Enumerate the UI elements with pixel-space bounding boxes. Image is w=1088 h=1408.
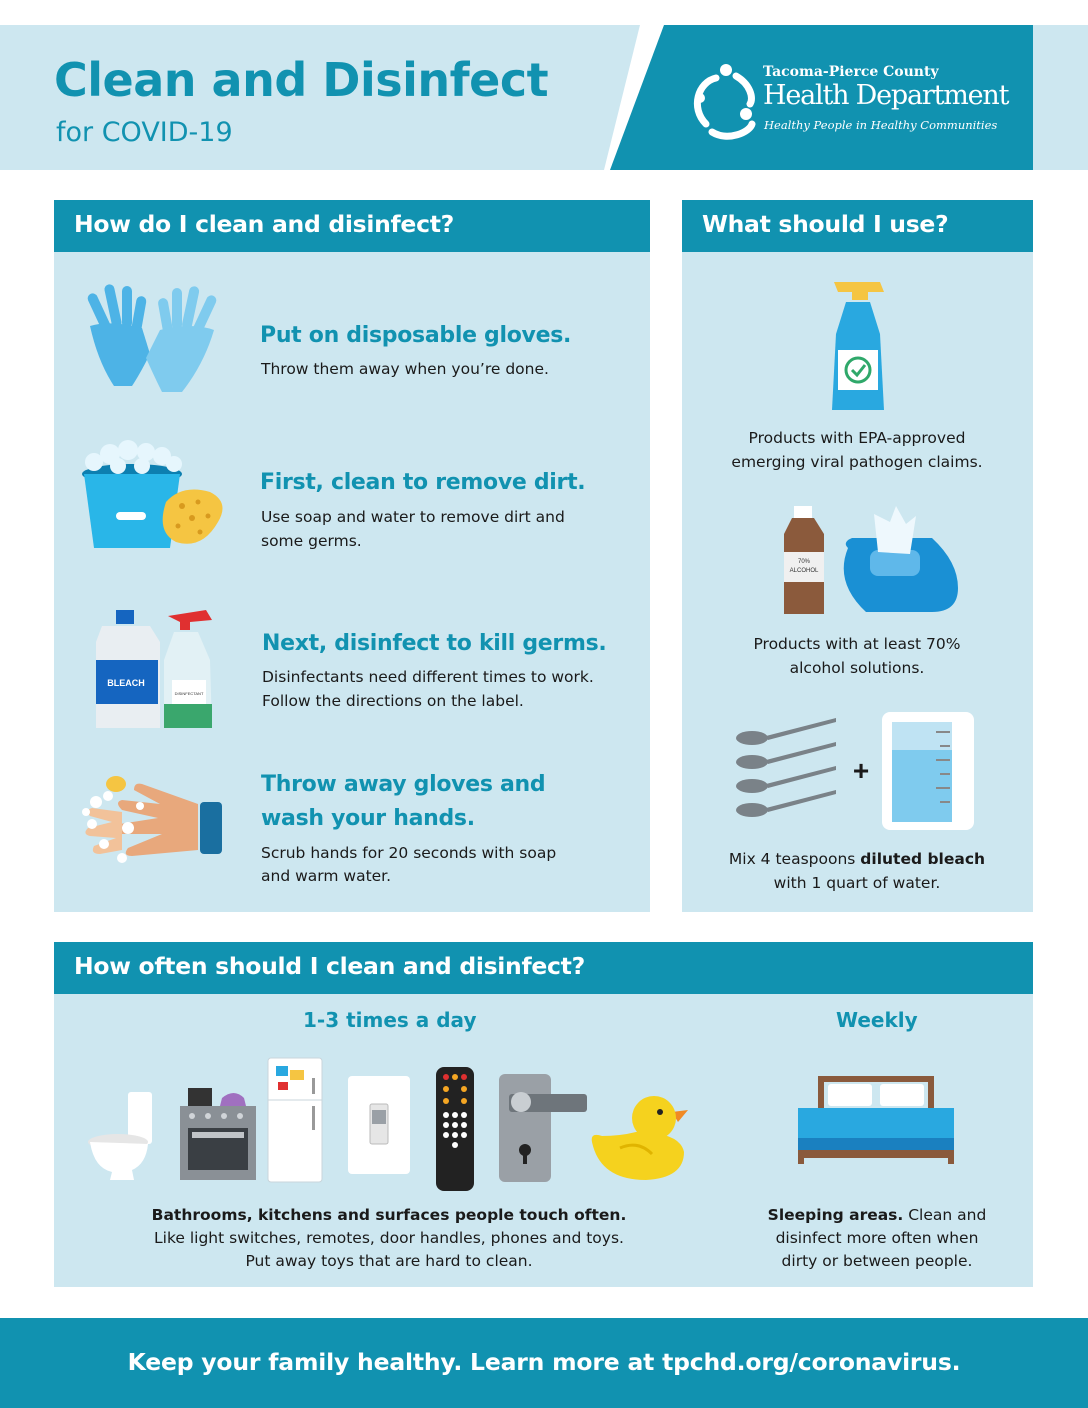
daily-bold: Bathrooms, kitchens and surfaces people touch often. (151, 1206, 627, 1224)
weekly-text-line-1 (744, 1204, 1010, 1228)
bucket-sponge-icon (82, 440, 232, 550)
use-3-caption-line-2: with 1 quart of water. (773, 874, 941, 892)
bed-icon (796, 1074, 956, 1164)
step-4-title-line-2: wash your hands. (261, 806, 475, 831)
alcohol-label-word: ALCOHOL (789, 568, 819, 574)
logo-org-line: Tacoma-Pierce County (763, 64, 939, 80)
toilet-icon (88, 1092, 158, 1182)
use-panel (682, 200, 1033, 912)
fridge-icon (268, 1058, 323, 1183)
alcohol-wipes-icon (782, 502, 962, 617)
how-panel (54, 200, 650, 912)
light-switch-icon (348, 1076, 410, 1176)
step-3-text-line-1: Disinfectants need different times to work. (262, 668, 594, 686)
plus-sign: + (852, 755, 870, 786)
step-2-title: First, clean to remove dirt. (260, 470, 586, 495)
often-heading: How often should I clean and disinfect? (54, 942, 1033, 994)
footer-text: Keep your family healthy. Learn more at tpchd.org/coronavirus. (127, 1348, 961, 1376)
step-3-text-line-2: Follow the directions on the label. (262, 692, 524, 710)
weekly-text-line-2: disinfect more often when (775, 1229, 979, 1247)
use-3-caption-pre: Mix 4 teaspoons (728, 850, 861, 868)
use-2-caption-line-1: Products with at least 70% (753, 635, 961, 653)
disinfectant-label: DISINFECTANT (174, 691, 204, 696)
door-handle-icon (499, 1074, 589, 1184)
weekly-bold: Sleeping areas. (767, 1206, 904, 1224)
step-2-text-line-1: Use soap and water to remove dirt and (261, 508, 565, 526)
bleach-spray-icon (94, 608, 234, 733)
logo-tagline: Healthy People in Healthy Communities (764, 118, 998, 132)
rubber-duck-icon (590, 1092, 690, 1182)
tpchd-logo (688, 58, 1048, 143)
use-2-caption-line-2: alcohol solutions. (789, 659, 925, 677)
spray-bottle-check-icon (828, 278, 888, 413)
daily-text-line-3: Put away toys that are hard to clean. (245, 1252, 533, 1270)
use-heading: What should I use? (682, 200, 1033, 252)
logo-name: Health Department (763, 80, 1009, 111)
page-subtitle: for COVID-19 (56, 117, 233, 148)
step-4-text-line-2: and warm water. (261, 867, 392, 885)
gloves-icon (80, 282, 230, 397)
step-4-text-line-1: Scrub hands for 20 seconds with soap (261, 844, 557, 862)
footer-bar (0, 1318, 1088, 1408)
step-2-text-line-2: some germs. (261, 532, 362, 550)
step-1-title: Put on disposable gloves. (260, 323, 572, 348)
use-1-caption-line-2: emerging viral pathogen claims. (731, 453, 983, 471)
daily-label: 1-3 times a day (303, 1008, 477, 1032)
logo-mark-icon (688, 60, 758, 140)
alcohol-label-percent: 70% (797, 559, 811, 565)
use-3-caption-line-1 (682, 847, 1032, 871)
use-1-caption-line-1: Products with EPA-approved (748, 429, 966, 447)
daily-text-line-2: Like light switches, remotes, door handles, phones and toys. (154, 1229, 624, 1247)
teaspoons-measuring-cup-icon (736, 710, 986, 835)
header-banner (0, 25, 1088, 170)
daily-text-line-1 (94, 1204, 684, 1228)
bleach-label: BLEACH (107, 678, 145, 688)
often-panel (54, 942, 1033, 1287)
weekly-rest: Clean and (903, 1206, 987, 1224)
stove-icon (178, 1086, 258, 1181)
use-3-caption-bold: diluted bleach (860, 850, 986, 868)
how-heading: How do I clean and disinfect? (54, 200, 650, 252)
step-1-text: Throw them away when you’re done. (261, 360, 549, 378)
weekly-label: Weekly (836, 1008, 918, 1032)
step-3-title: Next, disinfect to kill germs. (262, 631, 607, 656)
step-4-title-line-1: Throw away gloves and (261, 772, 546, 797)
washing-hands-icon (82, 772, 232, 872)
weekly-text-line-3: dirty or between people. (781, 1252, 973, 1270)
remote-icon (436, 1067, 476, 1192)
page-title: Clean and Disinfect (54, 53, 549, 107)
